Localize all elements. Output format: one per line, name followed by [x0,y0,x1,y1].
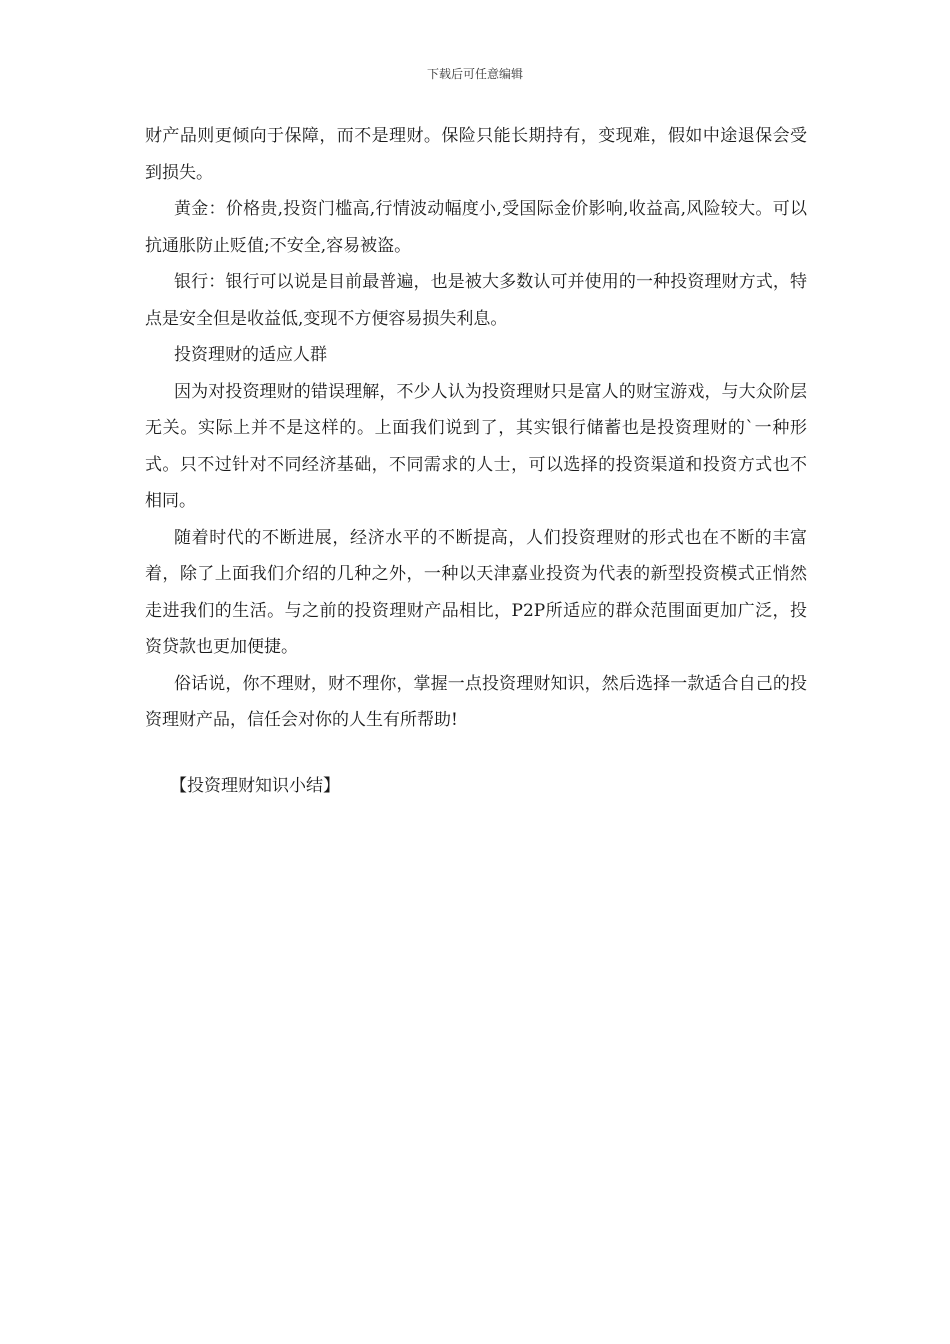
paragraph-gold: 黄金：价格贵,投资门槛高,行情波动幅度小,受国际金价影响,收益高,风险较大。可以抗通胀防止贬值;不安全,容易被盗。 [145,199,807,256]
section-heading-target-audience: 投资理财的适应人群 [174,345,327,365]
paragraph-bank: 银行：银行可以说是目前最普遍，也是被大多数认可并使用的一种投资理财方式，特点是安全但是收益低,变现不方便容易损失利息。 [145,272,807,329]
paragraph-insurance-continued: 财产品则更倾向于保障，而不是理财。保险只能长期持有，变现难，假如中途退保会受到损失。 [145,126,807,183]
page-header-note: 下载后可任意编辑 [426,67,523,81]
paragraph-development: 随着时代的不断进展，经济水平的不断提高，人们投资理财的形式也在不断的丰富着，除了上面我们介绍的几种之外，一种以天津嘉业投资为代表的新型投资模式正悄然走进我们的生活。与之前的投资理财产品相比，P2P所适应的群众范围面更加广泛，投资贷款也更加便捷。 [145,527,807,657]
document-body [145,118,807,739]
paragraph-saying: 俗话说，你不理财，财不理你，掌握一点投资理财知识，然后选择一款适合自己的投资理财产品，信任会对你的人生有所帮助! [145,673,807,730]
summary-heading: 【投资理财知识小结】 [170,776,340,796]
paragraph-misconception: 因为对投资理财的错误理解，不少人认为投资理财只是富人的财宝游戏，与大众阶层无关。实际上并不是这样的。上面我们说到了，其实银行储蓄也是投资理财的`一种形式。只不过针对不同经济基础，不同需求的人士，可以选择的投资渠道和投资方式也不相同。 [145,381,807,511]
